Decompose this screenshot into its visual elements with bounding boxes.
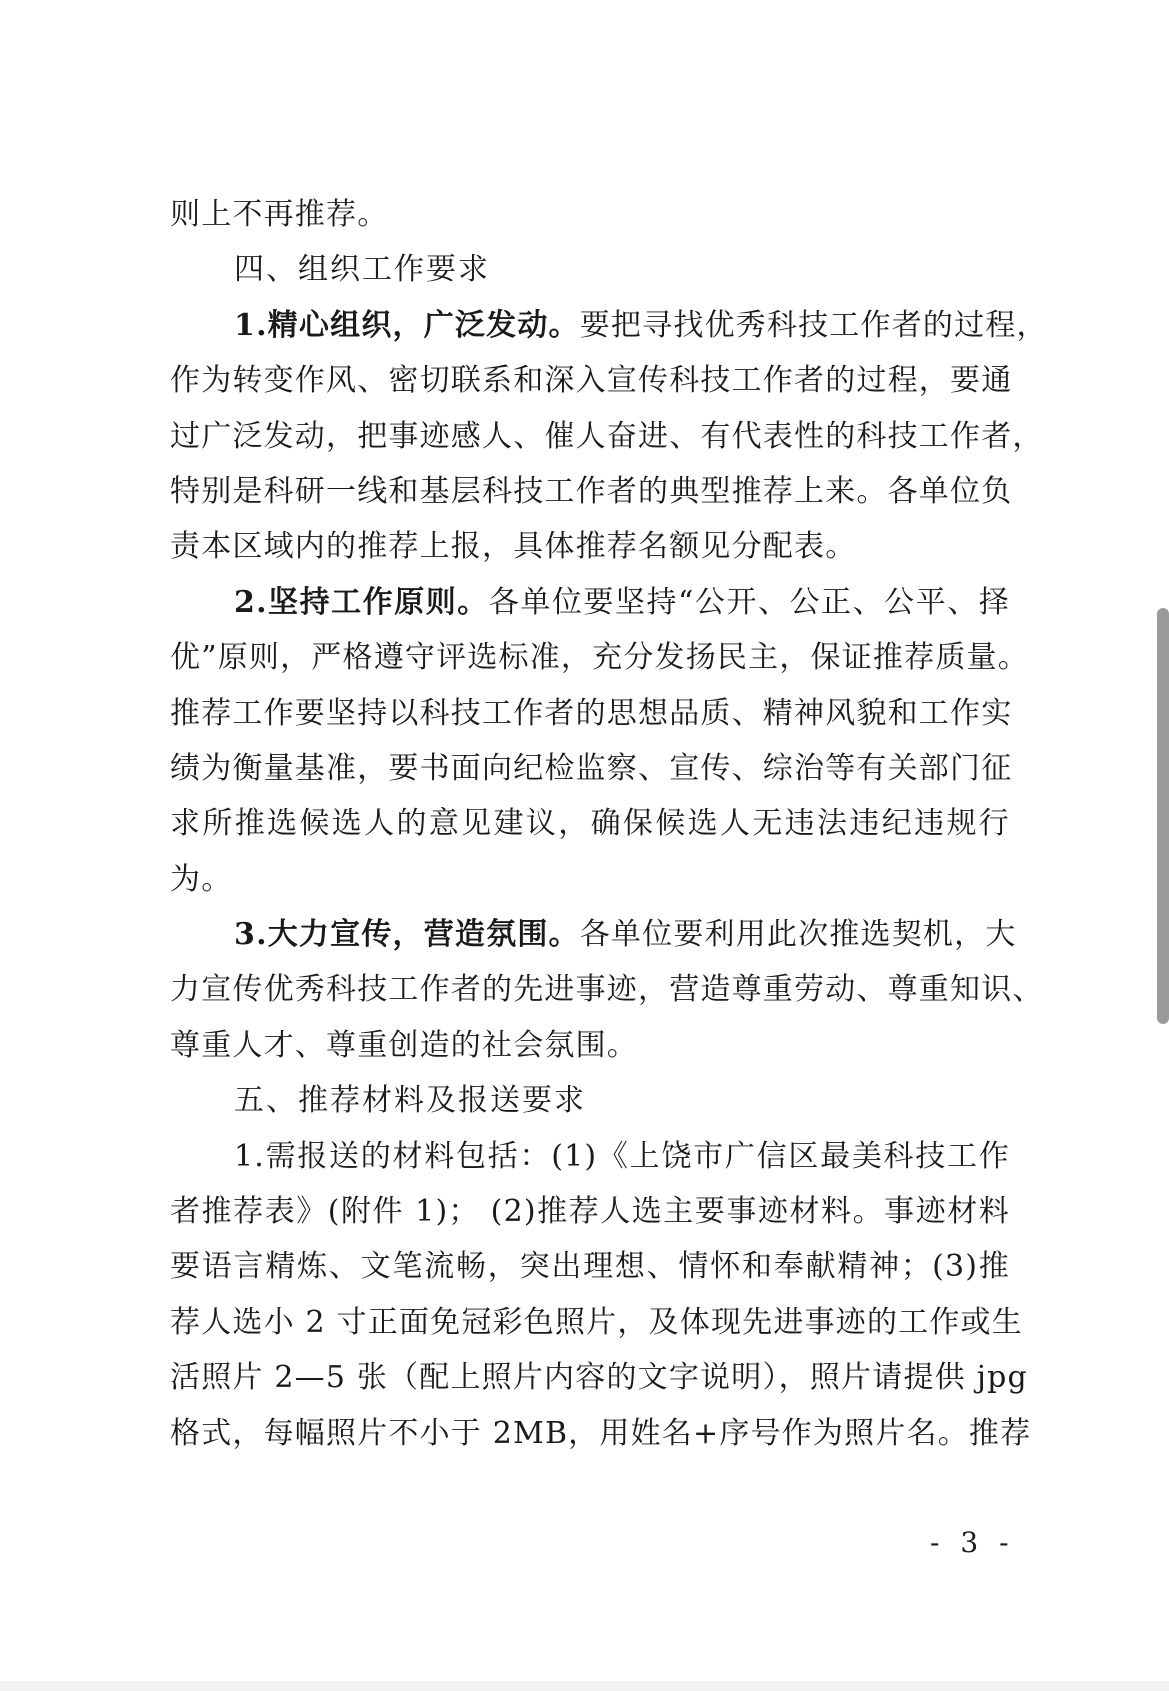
text-line: 责本区域内的推荐上报，具体推荐名额见分配表。 (170, 529, 857, 565)
paragraph-1-title: 1.精心组织，广泛发动。 (234, 307, 580, 343)
bottom-edge (0, 1681, 1169, 1691)
paragraph-1-line-1 (170, 298, 1048, 353)
paragraph-3-text: 各单位要利用此次推选契机，大 (579, 917, 1017, 953)
text-line: 荐人选小 2 寸正面免冠彩色照片，及体现先进事迹的工作或生 (170, 1304, 1023, 1340)
paragraph-3-line-1 (170, 907, 1017, 962)
text-line: 力宣传优秀科技工作者的先进事迹，营造尊重劳动、尊重知识、 (170, 972, 1044, 1008)
paragraph-2-text: 各单位要坚持“公开、公正、公平、择 (488, 584, 1010, 620)
text-line: 过广泛发动，把事迹感人、催人奋进、有代表性的科技工作者， (170, 418, 1044, 454)
text-line: 求所推选候选人的意见建议，确保候选人无违法违纪违规行 (170, 806, 1010, 842)
text-line: 绩为衡量基准，要书面向纪检监察、宣传、综治等有关部门征 (170, 750, 1013, 786)
page-number: - 3 - (930, 1526, 1015, 1559)
text-line: 作为转变作风、密切联系和深入宣传科技工作者的过程，要通 (170, 363, 1013, 399)
paragraph-2-line-1 (170, 575, 1010, 630)
text-line: 格式，每幅照片不小于 2MB，用姓名+序号作为照片名。推荐 (170, 1415, 1032, 1451)
text-line: 1.需报送的材料包括：(1)《上饶市广信区最美科技工作 (234, 1138, 1010, 1174)
section-heading-5: 五、推荐材料及报送要求 (234, 1083, 586, 1119)
paragraph-2-title: 2.坚持工作原则。 (234, 584, 489, 620)
section-heading-4: 四、组织工作要求 (234, 252, 490, 288)
text-line: 为。 (170, 861, 233, 897)
paragraph-3-title: 3.大力宣传，营造氛围。 (234, 917, 580, 953)
text-line: 优”原则，严格遵守评选标准，充分发扬民主，保证推荐质量。 (170, 640, 1029, 676)
text-line: 推荐工作要坚持以科技工作者的思想品质、精神风貌和工作实 (170, 695, 1013, 731)
document-body (170, 187, 1048, 1461)
vertical-scrollbar[interactable] (1157, 608, 1169, 1024)
text-line: 者推荐表》(附件 1)； (2)推荐人选主要事迹材料。事迹材料 (170, 1194, 1010, 1230)
paragraph-1-text: 要把寻找优秀科技工作者的过程， (579, 307, 1048, 343)
text-line: 特别是科研一线和基层科技工作者的典型推荐上来。各单位负 (170, 473, 1013, 509)
text-line: 活照片 2—5 张（配上照片内容的文字说明），照片请提供 jpg (170, 1360, 1028, 1396)
text-line: 要语言精炼、文笔流畅，突出理想、情怀和奉献精神；(3)推 (170, 1249, 1010, 1285)
text-line: 则上不再推荐。 (170, 197, 389, 232)
text-line: 尊重人才、尊重创造的社会氛围。 (170, 1027, 638, 1063)
